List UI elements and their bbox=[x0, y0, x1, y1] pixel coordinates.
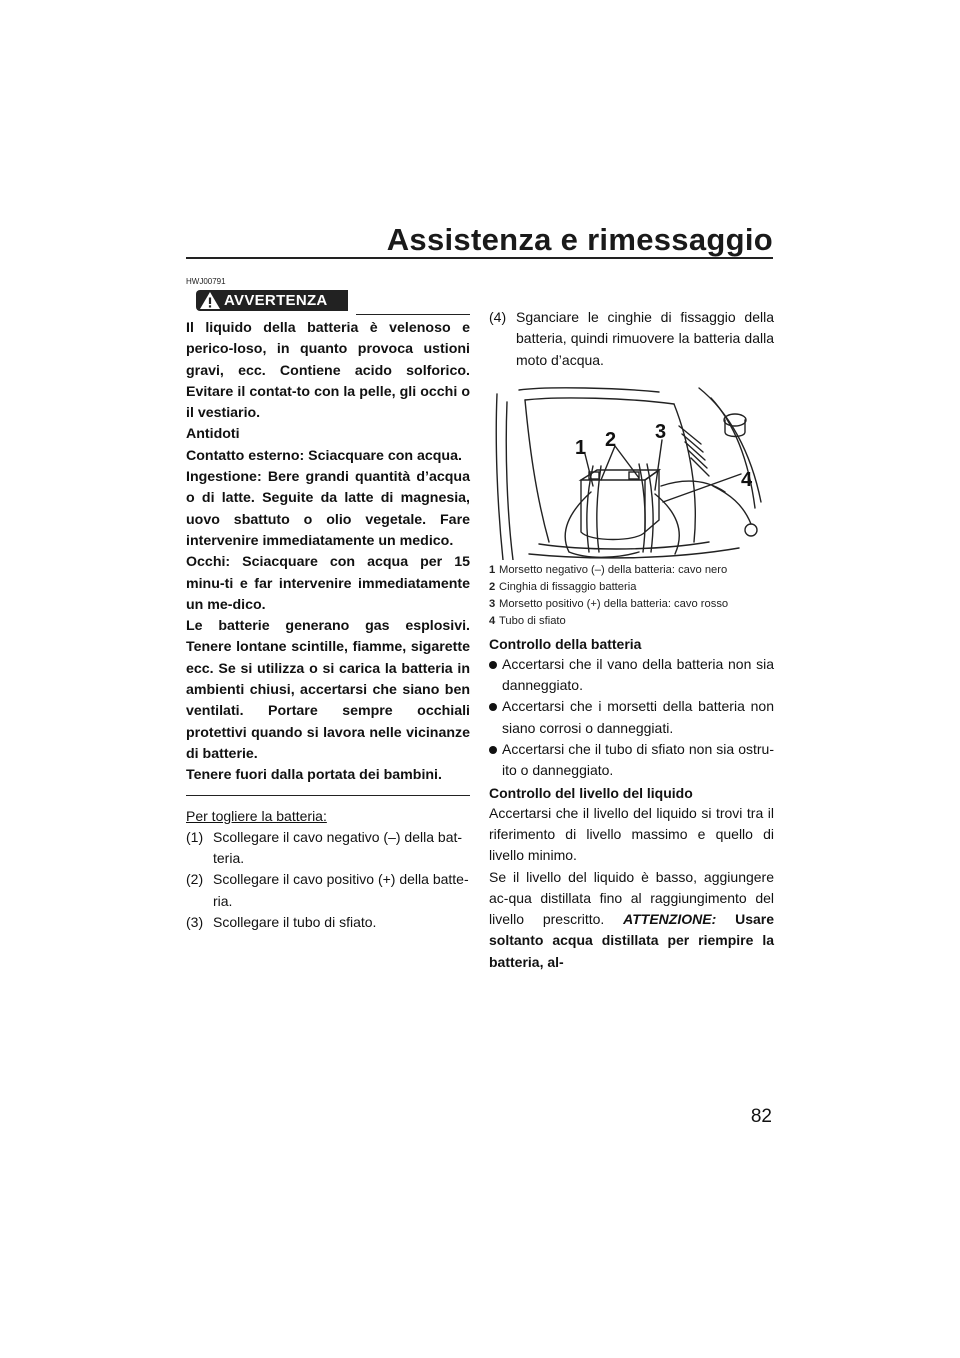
bullet-icon bbox=[489, 746, 497, 754]
warning-paragraph: Occhi: Sciacquare con acqua per 15 minu-ti e far intervenire immediatamente un me-dico. bbox=[186, 554, 470, 613]
warning-header bbox=[186, 290, 470, 315]
callout-number: 3 bbox=[489, 597, 496, 610]
removal-steps-continued bbox=[489, 307, 774, 371]
callout-number: 1 bbox=[489, 563, 496, 576]
warning-paragraph: Antidoti bbox=[186, 426, 240, 443]
step-text: Scollegare il cavo positivo (+) della batte-ria. bbox=[213, 871, 469, 909]
liquid-check-paragraph: Accertarsi che il livello del liquido si trovi tra il riferimento di livello massimo e quello di livello minimo. bbox=[489, 804, 774, 864]
callout-item bbox=[489, 615, 774, 628]
list-item-text: Accertarsi che il vano della batteria non sia danneggiato. bbox=[502, 655, 774, 694]
callout-text: Cinghia di fissaggio batteria bbox=[499, 580, 637, 593]
bullet-icon bbox=[489, 661, 497, 669]
list-item bbox=[489, 307, 774, 371]
warning-header-rule bbox=[356, 314, 470, 315]
caution-label: ATTENZIONE: bbox=[623, 911, 717, 928]
step-number: (4) bbox=[489, 309, 507, 325]
warning-label: AVVERTENZA bbox=[224, 292, 328, 309]
figure-label: 2 bbox=[605, 428, 617, 451]
list-item bbox=[489, 696, 774, 739]
callout-text: Morsetto negativo (–) della batteria: cavo nero bbox=[499, 563, 728, 576]
bullet-icon bbox=[489, 703, 497, 711]
right-column bbox=[489, 307, 774, 973]
list-item-text: Accertarsi che i morsetti della batteria non siano corrosi o danneggiati. bbox=[502, 698, 774, 736]
callout-text: Tubo di sfiato bbox=[499, 614, 566, 627]
figure-label: 1 bbox=[575, 436, 587, 459]
liquid-check-title: Controllo del livello del liquido bbox=[489, 784, 693, 801]
list-item bbox=[489, 739, 774, 782]
battery-check-list bbox=[489, 654, 774, 782]
left-column bbox=[186, 277, 470, 933]
title-rule bbox=[186, 257, 773, 259]
warning-code: HWJ00791 bbox=[186, 277, 226, 286]
callout-number: 2 bbox=[489, 580, 496, 593]
step-text: Scollegare il cavo negativo (–) della bat-teria. bbox=[213, 828, 463, 867]
page-number: 82 bbox=[750, 1106, 772, 1127]
step-text: Scollegare il tubo di sfiato. bbox=[213, 914, 377, 931]
warning-paragraph: Contatto esterno: Sciacquare con acqua. bbox=[186, 447, 462, 464]
warning-triangle-icon bbox=[198, 290, 222, 311]
warning-paragraph: Tenere fuori dalla portata dei bambini. bbox=[186, 767, 442, 784]
callout-item bbox=[489, 581, 774, 594]
list-item bbox=[489, 654, 774, 697]
removal-title: Per togliere la batteria: bbox=[186, 807, 327, 824]
warning-paragraph: Ingestione: Bere grandi quantità d’acqua o di latte. Seguite da latte di magnesia, uovo sbattuto o olio vegetale. Fare intervenire immediatamente un medico. bbox=[186, 469, 470, 549]
battery-compartment-illustration bbox=[489, 382, 774, 560]
step-number: (1) bbox=[186, 828, 204, 845]
warning-paragraph: Le batterie generano gas esplosivi. Tenere lontane scintille, fiamme, sigarette ecc. Se si utilizza o si carica la batteria in ambienti chiusi, accertarsi che siano ben ventilati. Portare sempre occhiali protettivi quando si lavora nelle vicinanze di batterie. bbox=[186, 618, 470, 762]
callout-item bbox=[489, 564, 774, 577]
list-item-text: Accertarsi che il tubo di sfiato non sia ostru-ito o danneggiato. bbox=[502, 741, 774, 779]
battery-figure bbox=[489, 382, 774, 560]
figure-callouts bbox=[489, 564, 774, 628]
battery-check-title: Controllo della batteria bbox=[489, 635, 642, 652]
warning-body bbox=[186, 318, 470, 787]
callout-item bbox=[489, 598, 774, 611]
warning-bottom-rule bbox=[186, 795, 470, 796]
page-title: Assistenza e rimessaggio bbox=[386, 222, 773, 257]
list-item bbox=[186, 827, 470, 870]
liquid-check-text: Se il livello del liquido è basso, aggiungere ac-qua distillata fino al raggiungimento del livello prescritto. bbox=[489, 868, 774, 928]
step-number: (2) bbox=[186, 871, 204, 888]
warning-paragraph: Il liquido della batteria è velenoso e perico-loso, in quanto provoca ustioni gravi, ecc. Contiene acido solforico. Evitare il contat-to con la pelle, gli occhi o il vestiario. bbox=[186, 320, 470, 422]
callout-number: 4 bbox=[489, 614, 496, 627]
liquid-check-paragraph-2 bbox=[489, 867, 774, 973]
caution-text: Usare soltanto acqua distillata per riempire la batteria, al- bbox=[489, 911, 775, 970]
step-text: Sganciare le cinghie di fissaggio della batteria, quindi rimuovere la batteria dalla moto d’acqua. bbox=[516, 309, 774, 368]
figure-label: 4 bbox=[741, 468, 753, 491]
step-number: (3) bbox=[186, 914, 204, 931]
list-item bbox=[186, 869, 470, 912]
figure-label: 3 bbox=[655, 420, 667, 443]
callout-text: Morsetto positivo (+) della batteria: cavo rosso bbox=[499, 597, 729, 610]
removal-steps bbox=[186, 827, 470, 933]
warning-badge bbox=[196, 290, 348, 311]
list-item bbox=[186, 912, 470, 933]
